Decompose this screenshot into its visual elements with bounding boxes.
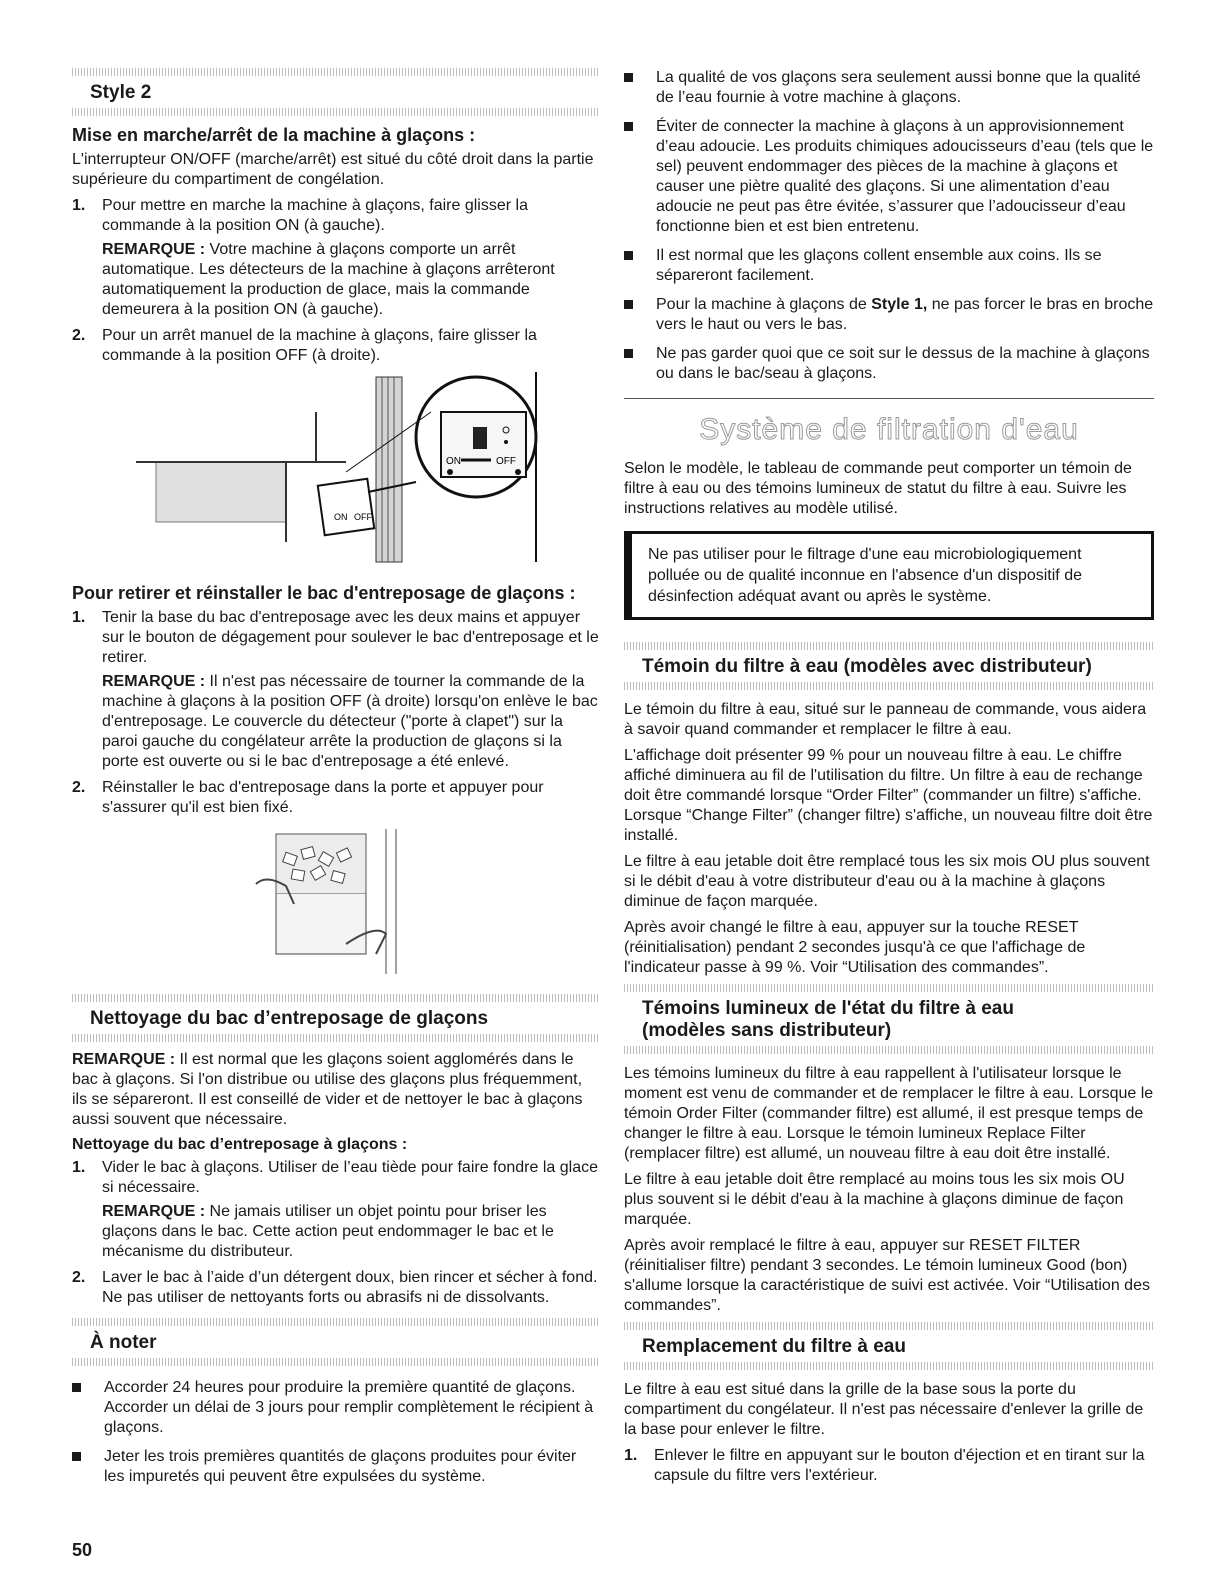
bullet-icon	[72, 1383, 81, 1392]
list-item	[624, 344, 1154, 384]
bullet-icon	[624, 251, 633, 260]
step-number: 1.	[72, 1159, 86, 1176]
step-number: 1.	[72, 609, 86, 626]
cleaning-subtitle: Nettoyage du bac d’entreposage à glaçons :	[72, 1136, 408, 1153]
onoff-steps	[72, 196, 600, 366]
on-label: ON	[334, 512, 348, 522]
paragraph: Après avoir remplacé le filtre à eau, appuyer sur RESET FILTER (réinitialiser filtre) pendant 3 secondes. Le témoin lumineux Good (bon) s'allume lorsque la caractéristique de suivi est activée. Voir “Utilisation des commandes”.	[624, 1237, 1150, 1314]
section-rule	[624, 984, 1154, 992]
step-note	[102, 672, 600, 772]
bullet-icon	[624, 300, 633, 309]
list-item	[72, 1158, 600, 1262]
step-text: Enlever le filtre en appuyant sur le bouton d'éjection et en tirant sur la capsule du filtre vers l'extérieur.	[654, 1447, 1145, 1484]
onoff-title: Mise en marche/arrêt de la machine à glaçons :	[72, 125, 476, 145]
bullet-text: Ne pas garder quoi que ce soit sur le dessus de la machine à glaçons ou dans le bac/seau à glaçons.	[656, 345, 1150, 382]
anoter-header: À noter	[90, 1332, 157, 1353]
list-item	[624, 68, 1154, 108]
bullet-text: Jeter les trois premières quantités de glaçons produites pour éviter les impuretés qui peuvent être expulsées du système.	[104, 1448, 577, 1485]
bin-steps	[72, 608, 600, 818]
paragraph: Le filtre à eau jetable doit être remplacé au moins tous les six mois OU plus souvent si le débit d'eau à la machine à glaçons diminue de façon marquée.	[624, 1171, 1125, 1228]
step-text: Pour un arrêt manuel de la machine à glaçons, faire glisser la commande à la position OFF (à droite).	[102, 327, 537, 364]
cleaning-header: Nettoyage du bac d’entreposage de glaçons	[90, 1008, 489, 1029]
list-item	[72, 196, 600, 320]
right-column	[624, 68, 1154, 1492]
bullet-text: Pour la machine à glaçons de	[656, 296, 872, 313]
note-label: REMARQUE :	[72, 1051, 176, 1068]
section-divider	[624, 398, 1154, 399]
note-text: Il est normal que les glaçons soient agglomérés dans le bac à glaçons. Si l'on distribue ou utilise des glaçons plus fréquemment, ils se sépareront. Il est conseillé de vider et de nettoyer le bac à glaçons aussi souvent que nécessaire.	[72, 1051, 583, 1128]
step-text: Réinstaller le bac d'entreposage dans la porte et appuyer pour s'assurer qu'il est bien fixé.	[102, 779, 544, 816]
list-item	[624, 1446, 1154, 1486]
replacement-steps	[624, 1446, 1154, 1486]
step-note	[102, 1202, 600, 1262]
bullet-icon	[624, 73, 633, 82]
bullet-text: Il est normal que les glaçons collent ensemble aux coins. Ils se sépareront facilement.	[656, 247, 1102, 284]
note-label: REMARQUE :	[102, 1203, 206, 1220]
step-number: 2.	[72, 1269, 86, 1286]
off-label-zoom: OFF	[496, 456, 516, 467]
list-item	[72, 608, 600, 772]
filtration-title: Système de filtration d'eau	[699, 413, 1079, 446]
left-column	[72, 68, 600, 1496]
cleaning-note	[72, 1050, 600, 1130]
section-rule	[624, 1046, 1154, 1054]
note-label: REMARQUE :	[102, 241, 206, 258]
replacement-header: Remplacement du filtre à eau	[642, 1336, 906, 1357]
off-label: OFF	[354, 512, 372, 522]
section-rule	[624, 1322, 1154, 1330]
replacement-intro: Le filtre à eau est situé dans la grille de la base sous la porte du compartiment du congélateur. Il n'est pas nécessaire d'enlever la grille de la base pour enlever le filtre.	[624, 1381, 1144, 1438]
paragraph: Les témoins lumineux du filtre à eau rappellent à l'utilisateur lorsque le moment est venu de commander et de remplacer le filtre à eau. Lorsque le témoin Order Filter (commander filtre) est allumé, il est presque temps de changer le filtre à eau. Lorsque le témoin lumineux Replace Filter (remplacer filtre) est allumé, un nouveau filtre à eau doit être installé.	[624, 1065, 1154, 1162]
bullet-text: Éviter de connecter la machine à glaçons à un approvisionnement d’eau adoucie. Les produits chimiques adoucisseurs d’eau (tels que le sel) peuvent endommager des pièces de la machine à glaçons et causer une piètre qualité des glaçons. Si une alimentation d’eau adoucie ne peut pas être évitée, s’assurer que l’adoucisseur d’eau fonctionne bien et est bien entretenu.	[656, 118, 1154, 235]
list-item	[624, 246, 1154, 286]
on-label-zoom: ON	[446, 456, 461, 467]
section-rule	[72, 108, 600, 116]
step-text: Vider le bac à glaçons. Utiliser de l’eau tiède pour faire fondre la glace si nécessaire.	[102, 1159, 598, 1196]
list-item	[72, 1447, 600, 1487]
paragraph: Le témoin du filtre à eau, situé sur le panneau de commande, vous aidera à savoir quand commander et remplacer le filtre à eau.	[624, 701, 1147, 738]
section-rule	[72, 994, 600, 1002]
bullet-text: La qualité de vos glaçons sera seulement aussi bonne que la qualité de l’eau fournie à votre machine à glaçons.	[656, 69, 1141, 106]
step-number: 1.	[624, 1447, 638, 1464]
step-note	[102, 240, 600, 320]
section-rule	[72, 1358, 600, 1366]
list-item	[72, 1378, 600, 1438]
step-number: 2.	[72, 327, 86, 344]
list-item	[72, 1268, 600, 1308]
list-item	[72, 778, 600, 818]
step-text: Tenir la base du bac d'entreposage avec les deux mains et appuyer sur le bouton de dégagement pour soulever le bac d'entreposage et le retirer.	[102, 609, 599, 666]
quality-bullets	[624, 68, 1154, 384]
style-2-header: Style 2	[90, 82, 152, 103]
ice-bin-figure	[236, 824, 436, 984]
list-item	[624, 295, 1154, 335]
bullet-icon	[624, 122, 633, 131]
paragraph: L'affichage doit présenter 99 % pour un nouveau filtre à eau. Le chiffre affiché diminuera au fil de l'utilisation du filtre. Un filtre à eau de rechange doit être commandé lorsque “Order Filter” (commander un filtre) s'affiche. Lorsque “Change Filter” (changer filtre) s'affiche, un nouveau filtre doit être installé.	[624, 747, 1153, 844]
filtration-intro: Selon le modèle, le tableau de commande peut comporter un témoin de filtre à eau ou des témoins lumineux de statut du filtre à eau. Suivre les instructions relatives au modèle utilisé.	[624, 460, 1132, 517]
list-item	[72, 326, 600, 366]
note-text: Ne jamais utiliser un objet pointu pour briser les glaçons dans le bac. Cette action peut endommager le bac et le mécanisme du distributeur.	[102, 1203, 554, 1260]
section-rule	[72, 68, 600, 76]
step-number: 2.	[72, 779, 86, 796]
step-text: Laver le bac à l’aide d’un détergent doux, bien rincer et sécher à fond. Ne pas utiliser de nettoyants forts ou abrasifs ni de dissolvants.	[102, 1269, 598, 1306]
bullet-bold: Style 1,	[871, 296, 928, 313]
note-text: Votre machine à glaçons comporte un arrêt automatique. Les détecteurs de la machine à glaçons arrêteront automatiquement la production de glace, mais la commande demeurera à la position ON (à gauche).	[102, 241, 555, 318]
page-number: 50	[72, 1540, 93, 1560]
section-rule	[624, 642, 1154, 650]
bullet-icon	[72, 1452, 81, 1461]
lumineux-header-line1: Témoins lumineux de l'état du filtre à eau	[642, 998, 1014, 1019]
warning-box: Ne pas utiliser pour le filtrage d'une eau microbiologiquement polluée ou de qualité inconnue en l'absence d'un dispositif de désinfection adéquat avant ou après le système.	[624, 531, 1154, 620]
bullet-text: ne pas forcer le bras en broche vers le haut ou vers le bas.	[656, 296, 1154, 333]
cleaning-steps	[72, 1158, 600, 1308]
note-text: Il n'est pas nécessaire de tourner la commande de la machine à glaçons à la position OFF (à droite) lorsqu'on enlève le bac d'entreposage. Le couvercle du détecteur ("porte à clapet") sur la paroi gauche du congélateur arrête la production de glaçons si la porte est ouverte ou si le bac d'entreposage a été enlevé.	[102, 673, 598, 770]
section-rule	[72, 1034, 600, 1042]
bin-title: Pour retirer et réinstaller le bac d'entreposage de glaçons :	[72, 583, 576, 603]
section-rule	[624, 1362, 1154, 1370]
section-rule	[72, 1318, 600, 1326]
note-label: REMARQUE :	[102, 673, 206, 690]
onoff-intro: L'interrupteur ON/OFF (marche/arrêt) est situé du côté droit dans la partie supérieure du compartiment de congélation.	[72, 151, 594, 188]
icemaker-switch-figure	[116, 372, 556, 572]
step-text: Pour mettre en marche la machine à glaçons, faire glisser la commande à la position ON (à gauche).	[102, 197, 528, 234]
step-number: 1.	[72, 197, 86, 214]
lumineux-header-line2: (modèles sans distributeur)	[642, 1020, 892, 1041]
temoin-header: Témoin du filtre à eau (modèles avec distributeur)	[642, 656, 1092, 677]
bullet-icon	[624, 349, 633, 358]
list-item	[624, 117, 1154, 237]
bullet-text: Accorder 24 heures pour produire la première quantité de glaçons. Accorder un délai de 3 jours pour remplir complètement le récipient à glaçons.	[104, 1379, 594, 1436]
anoter-bullets	[72, 1378, 600, 1487]
section-rule	[624, 682, 1154, 690]
paragraph: Le filtre à eau jetable doit être remplacé tous les six mois OU plus souvent si le débit d'eau à votre distributeur d'eau ou à la machine à glaçons diminue de façon marquée.	[624, 853, 1150, 910]
paragraph: Après avoir changé le filtre à eau, appuyer sur la touche RESET (réinitialisation) pendant 2 secondes jusqu'à ce que l'affichage de l'indicateur passe à 99 %. Voir “Utilisation des commandes”.	[624, 919, 1086, 976]
